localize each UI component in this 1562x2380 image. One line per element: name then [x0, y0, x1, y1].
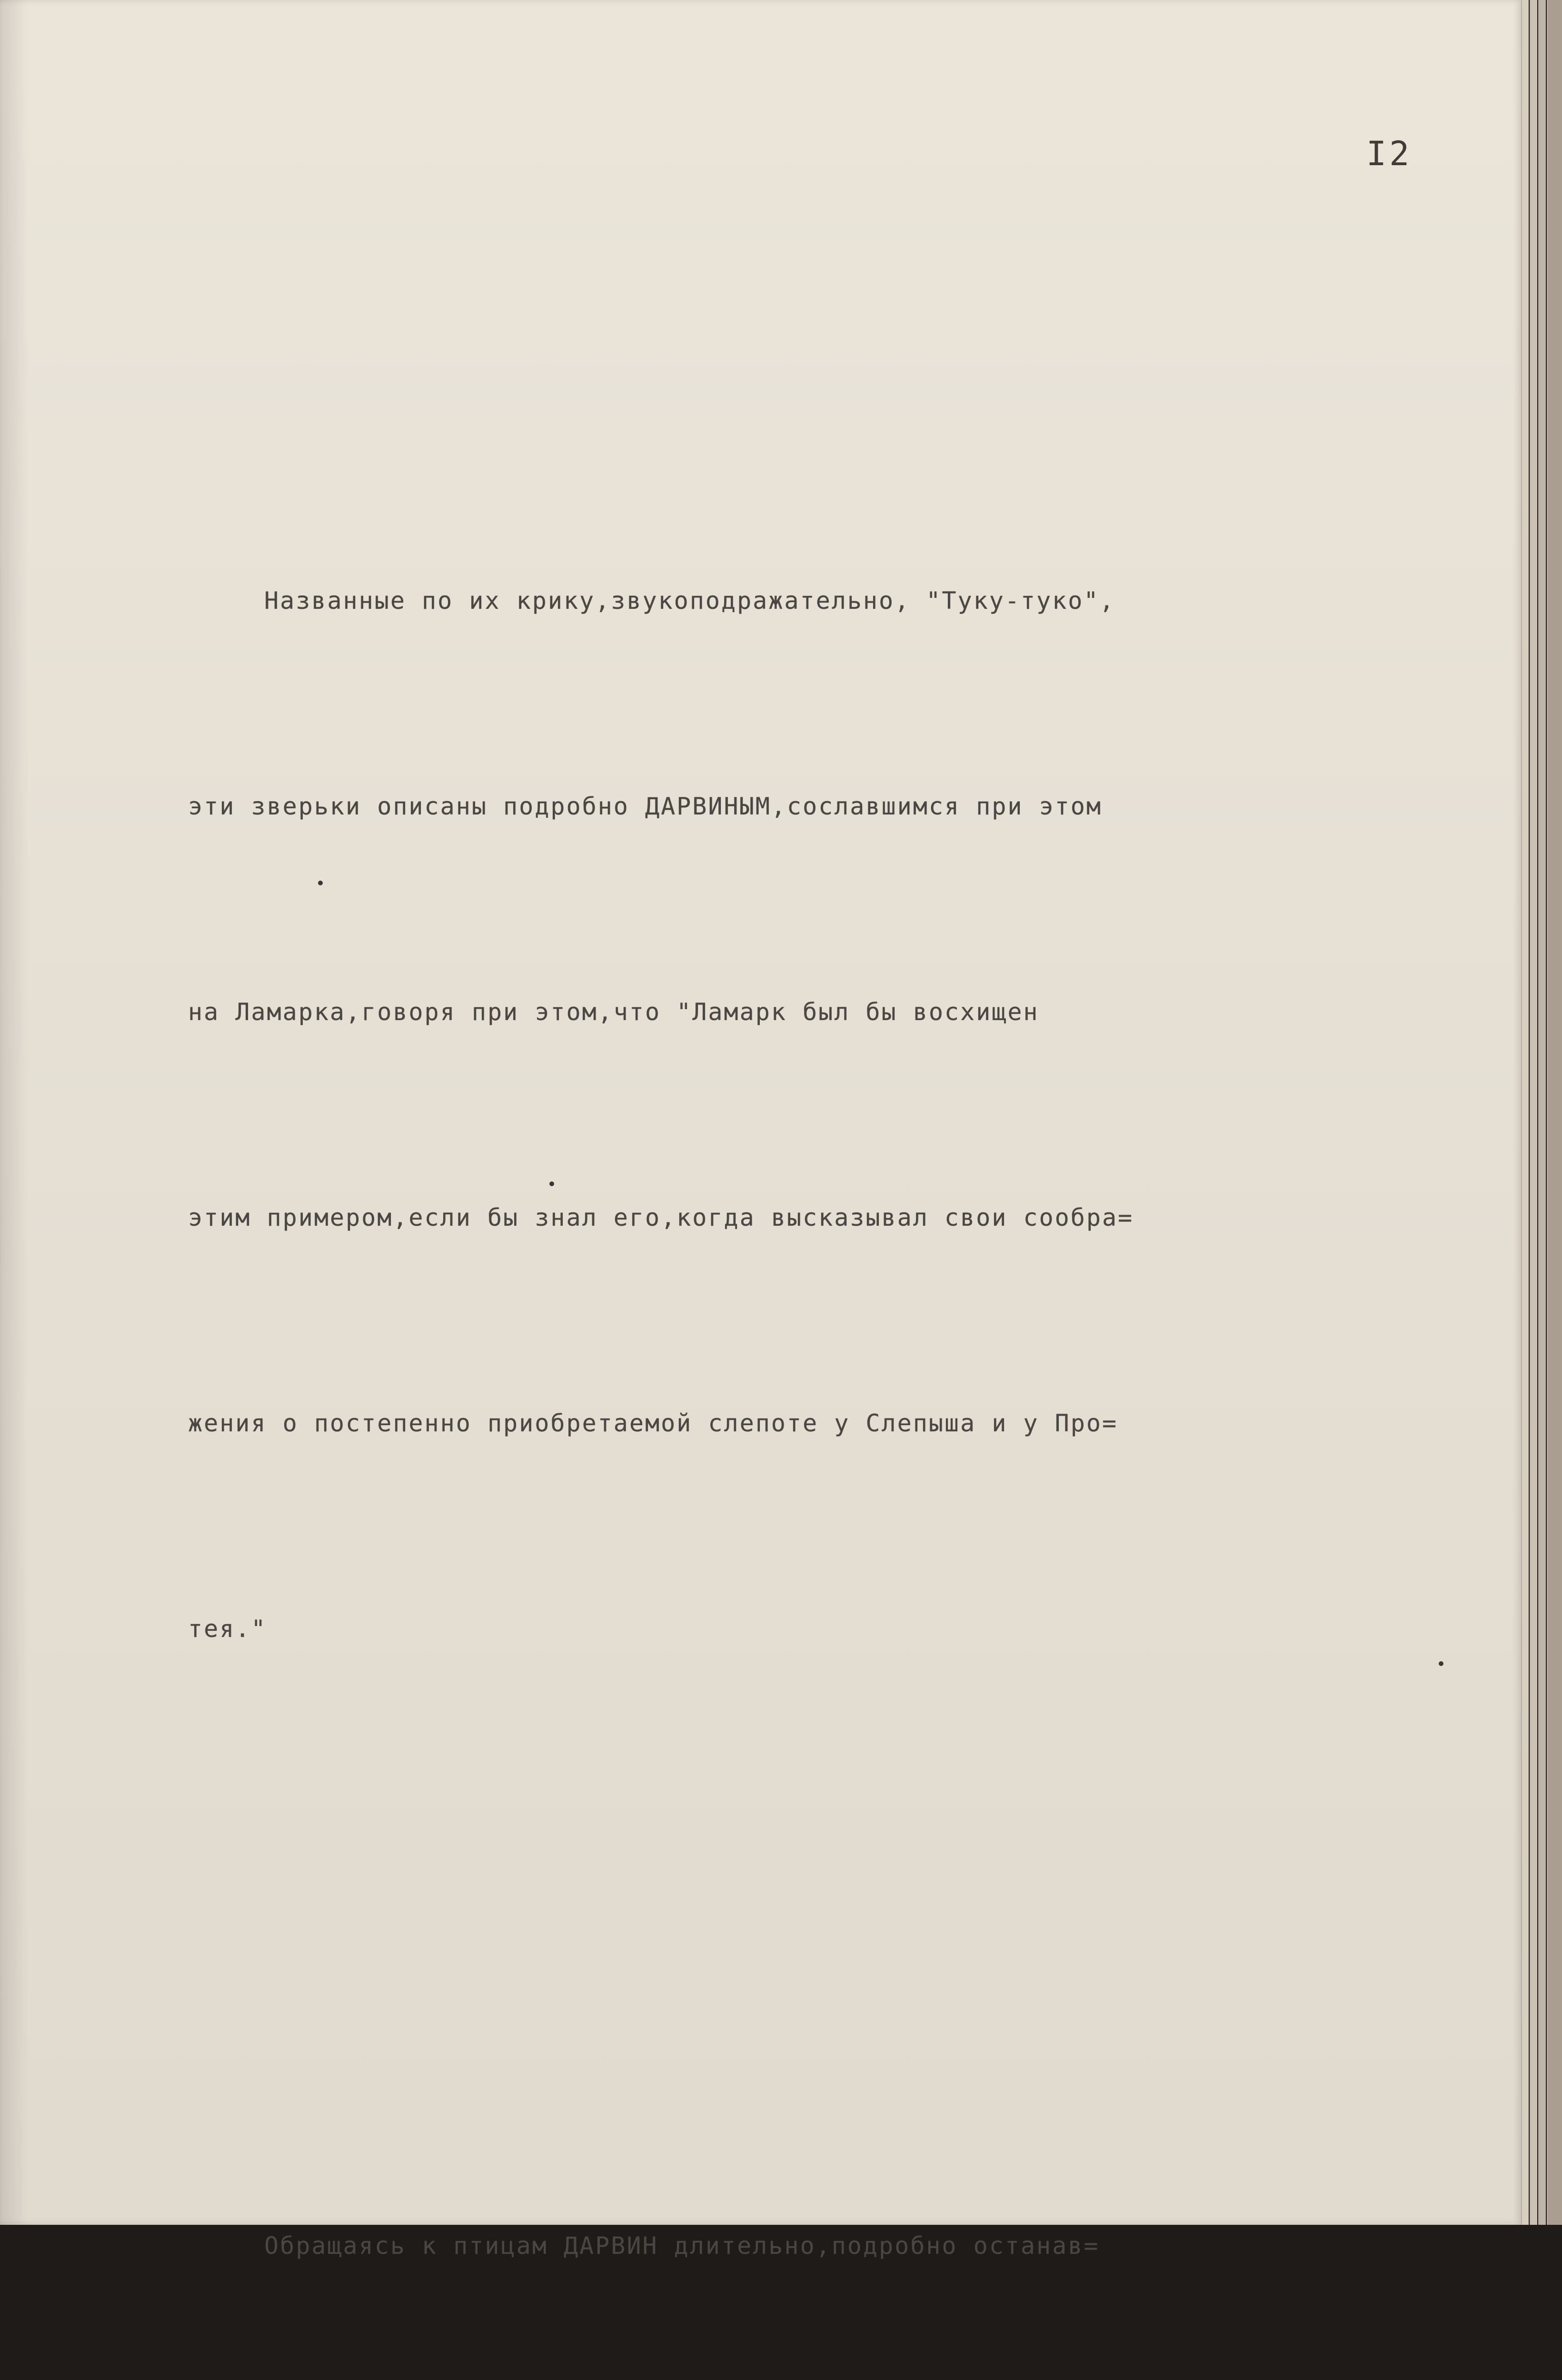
- text-line: этим примером,если бы знал его,когда высказывал свои сообра=: [188, 1204, 1134, 1231]
- paragraph: [188, 429, 1445, 1800]
- stacked-page-edge: [1521, 0, 1529, 2225]
- ink-dot-mark: [549, 1181, 554, 1186]
- text-line: эти зверьки описаны подробно ДАРВИНЫМ,сославшимся при этом: [188, 793, 1102, 820]
- paragraph: [188, 2074, 1445, 2380]
- text-line: жения о постепенно приобретаемой слепоте у Слепыша и у Про=: [188, 1409, 1118, 1437]
- stacked-page-edge: [1530, 0, 1537, 2225]
- stacked-page-edge: [1538, 0, 1546, 2225]
- text-line: Обращаясь к птицам ДАРВИН длительно,подробно останав=: [264, 2232, 1100, 2260]
- binding-edge: [1547, 0, 1562, 2225]
- ink-dot-mark: [1439, 1661, 1443, 1666]
- ink-dot-mark: [318, 881, 323, 885]
- page-number: I2: [1366, 134, 1413, 173]
- text-line: тея.": [188, 1615, 267, 1643]
- text-line: Названные по их крику,звукоподражательно, "Туку-туко",: [264, 587, 1115, 615]
- typed-text-body: [188, 224, 1445, 2380]
- text-line: на Ламарка,говоря при этом,что "Ламарк был бы восхищен: [188, 998, 1039, 1026]
